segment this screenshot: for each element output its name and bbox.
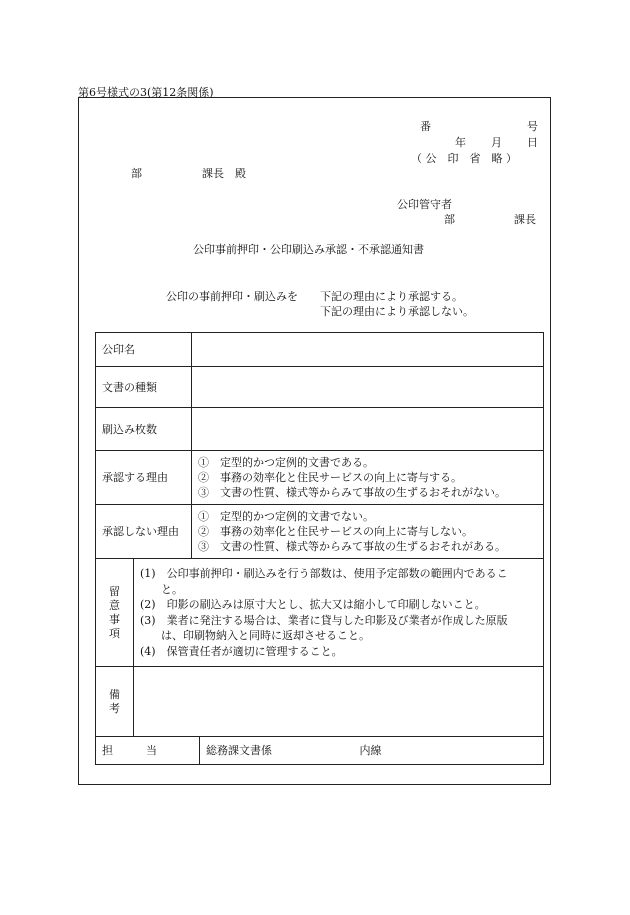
addressee-department: 部 [131,167,142,180]
remarks-label: 備 考 [96,667,134,737]
disapprove-reason-label: 承認しない理由 [96,505,192,559]
contact-cell [200,737,544,765]
doc-type-row [96,367,544,408]
contact-office: 総務課文書係 [206,744,272,757]
statement-disapprove: 下記の理由により承認しない。 [320,305,474,318]
note-1: (1) 公印事前押印・刷込みを行う部数は、使用予定部数の範囲内であるこ [140,567,508,580]
remarks-value [134,667,544,737]
approve-reason-2: ② 事務の効率化と住民サービスの向上に寄与する。 [198,471,462,484]
form-number: 第6号様式の3(第12条関係) [78,86,214,99]
disapprove-reason-list [192,505,544,559]
sender-department: 部 [444,213,455,226]
note-3: (3) 業者に発注する場合は、業者に貸与した印影及び業者が作成した原版 [140,613,508,627]
approval-table [95,332,544,765]
date-month: 月 [491,136,502,149]
doc-type-value [192,367,544,408]
contact-extension: 内線 [359,744,382,757]
number-go: 号 [527,120,538,133]
print-count-label: 刷込み枚数 [96,408,192,451]
statement-prefix: 公印の事前押印・刷込みを [166,290,298,303]
date-year: 年 [455,136,466,149]
note-4: (4) 保管責任者が適切に管理すること。 [140,644,343,658]
print-count-row [96,408,544,451]
seal-omitted: （ 公 印 省 略 ） [411,152,517,165]
notes-label: 留 意 事 項 [96,559,134,667]
contact-row [96,737,544,765]
approve-reason-label: 承認する理由 [96,451,192,505]
note-2: (2) 印影の刷込みは原寸大とし、拡大又は縮小して印刷しないこと。 [140,598,486,611]
notes-list [134,559,544,667]
print-count-value [192,408,544,451]
note-1-cont: と。 [161,582,183,596]
statement-approve: 下記の理由により承認する。 [320,290,463,303]
notes-row [96,559,544,667]
disapprove-reason-2: ② 事務の効率化と住民サービスの向上に寄与しない。 [198,525,473,538]
disapprove-reason-3: ③ 文書の性質、様式等からみて事故の生ずるおそれがある。 [198,540,506,553]
tanto-label: 担 当 [96,737,200,765]
number-ban: 番 [420,120,431,133]
seal-name-value [192,333,544,367]
approve-reason-3: ③ 文書の性質、様式等からみて事故の生ずるおそれがない。 [198,486,506,499]
doc-type-label: 文書の種類 [96,367,192,408]
approve-reason-list [192,451,544,505]
seal-name-label: 公印名 [96,333,192,367]
approve-reason-row [96,451,544,505]
addressee-section-chief: 課長 殿 [202,167,246,180]
document-title: 公印事前押印・公印刷込み承認・不承認通知書 [193,243,424,256]
sender-title: 公印管守者 [397,198,452,211]
note-3-cont: は、印刷物納入と同時に返却させること。 [161,629,370,642]
sender-section-chief: 課長 [514,213,536,226]
approve-reason-1: ① 定型的かつ定例的文書である。 [198,456,374,469]
remarks-row [96,667,544,737]
seal-name-row [96,333,544,367]
date-day: 日 [527,136,538,149]
disapprove-reason-1: ① 定型的かつ定例的文書でない。 [198,510,374,523]
disapprove-reason-row [96,505,544,559]
